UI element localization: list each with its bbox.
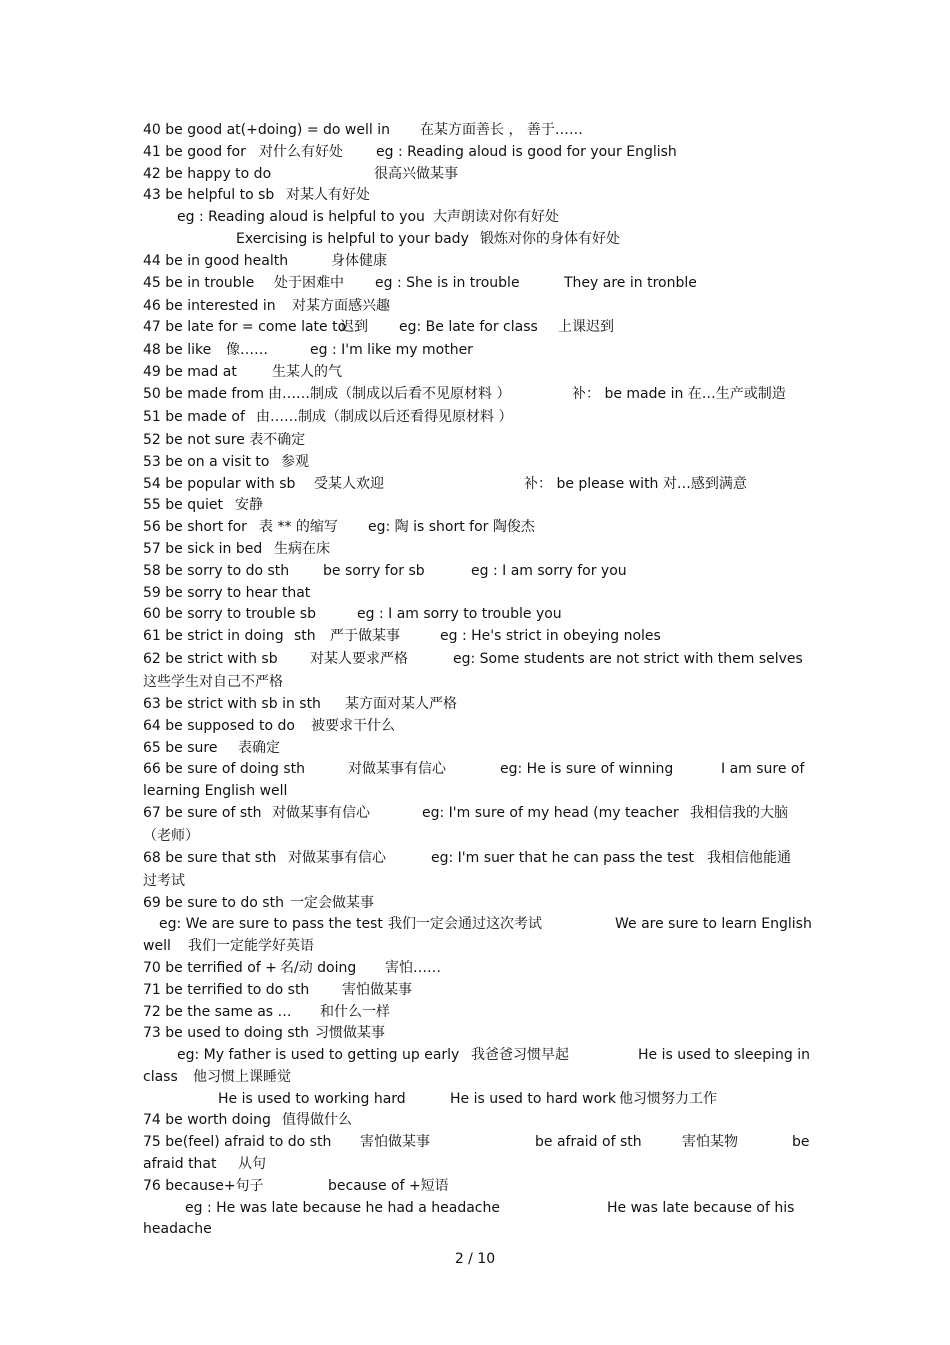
entry-text: 59 be sorry to hear that: [143, 584, 311, 601]
entry-text: 由……制成（制成以后还看得见原材料 ）: [256, 408, 513, 425]
entry-line: [143, 626, 813, 649]
entry-text: 我们一定会通过这次考试: [388, 916, 542, 933]
entry-text: 47 be late for = come late to: [143, 319, 347, 336]
entry-line: [143, 1023, 813, 1045]
entry-text: 对什么有好处: [259, 143, 343, 160]
entry-line: [143, 273, 813, 296]
entry-line: [143, 583, 813, 605]
entry-line: [143, 1045, 813, 1067]
entry-line: [143, 936, 813, 958]
entry-text: 54 be popular with sb: [143, 475, 296, 492]
entry-text: eg : I am sorry for you: [471, 562, 627, 579]
entry-text: eg: Some students are not strict with them selves: [453, 651, 803, 668]
entry-text: eg: My father is used to getting up early: [177, 1047, 460, 1064]
entry-line: [143, 893, 813, 915]
entry-text: 害怕某物: [682, 1134, 738, 1151]
entry-text: 很高兴做某事: [374, 165, 458, 182]
entry-line: [143, 185, 813, 207]
entry-text: 习惯做某事: [315, 1025, 385, 1042]
entry-text: because of +短语: [328, 1177, 449, 1194]
entry-line: [143, 1132, 813, 1154]
entry-text: well: [143, 938, 171, 955]
entry-line: [143, 1067, 813, 1089]
entry-text: 70 be terrified of +: [143, 959, 277, 976]
entry-text: be: [792, 1134, 810, 1151]
entry-text: He was late because of his: [607, 1199, 795, 1216]
entry-line: [143, 803, 813, 826]
entry-line: [143, 672, 813, 694]
entry-line: [143, 340, 813, 362]
entry-text: eg : I'm like my mother: [310, 342, 473, 359]
entry-text: sth: [294, 628, 316, 645]
entry-line: [143, 980, 813, 1002]
entry-text: learning English well: [143, 783, 288, 800]
entry-text: 锻炼对你的身体有好处: [480, 230, 620, 247]
page-number: 2 / 10: [454, 1251, 496, 1267]
entry-text: 57 be sick in bed: [143, 540, 263, 557]
entry-line: [143, 407, 813, 430]
entry-text: 害怕做某事: [342, 981, 412, 998]
entry-text: 46 be interested in: [143, 297, 276, 314]
entry-line: [143, 716, 813, 738]
entry-text: We are sure to learn English: [615, 916, 812, 933]
entry-text: eg : She is in trouble: [375, 274, 520, 291]
entry-text: 处于困难中: [274, 274, 344, 291]
entry-text: eg : Reading aloud is good for your English: [376, 143, 677, 160]
entry-text: I am sure of: [721, 761, 805, 778]
entry-text: headache: [143, 1221, 212, 1238]
entry-line: [143, 142, 813, 164]
entry-line: [143, 826, 813, 848]
entry-line: [143, 604, 813, 626]
entry-text: eg : Reading aloud is helpful to you: [177, 209, 425, 226]
entry-text: 他习惯上课睡觉: [193, 1068, 291, 1085]
entry-text: 69 be sure to do sth: [143, 894, 284, 911]
entry-text: 49 be mad at: [143, 364, 237, 381]
entry-text: 参观: [281, 453, 309, 470]
entry-text: 害怕……: [385, 959, 441, 976]
entry-text: 41 be good for: [143, 143, 246, 160]
entry-text: 安静: [235, 497, 263, 514]
entry-text: 害怕做某事: [360, 1134, 430, 1151]
entry-line: [143, 958, 813, 980]
entry-text: class: [143, 1068, 178, 1085]
entry-text: 我们一定能学好英语: [188, 938, 314, 955]
entry-text: 74 be worth doing: [143, 1112, 271, 1129]
entry-text: 迟到: [340, 319, 368, 336]
entry-text: （老师）: [143, 827, 199, 844]
entry-line: [143, 296, 813, 318]
entry-text: 73 be used to doing sth: [143, 1025, 310, 1042]
entry-text: 对做某事有信心: [272, 804, 370, 821]
entry-text: 60 be sorry to trouble sb: [143, 606, 316, 623]
entry-text: 56 be short for: [143, 519, 247, 536]
entry-text: 对某人要求严格: [310, 651, 408, 668]
entry-text: 40 be good at(+doing) = do well in: [143, 122, 390, 138]
entry-text: 45 be in trouble: [143, 274, 255, 291]
entry-text: 76 because+句子: [143, 1177, 264, 1194]
entry-text: 58 be sorry to do sth: [143, 562, 290, 579]
entry-line: [143, 495, 813, 517]
vocabulary-list: [143, 120, 813, 1241]
entry-text: 对某方面感兴趣: [292, 297, 390, 314]
entry-line: [143, 561, 813, 583]
entry-text: 被要求干什么: [311, 717, 395, 734]
entry-text: 66 be sure of doing sth: [143, 761, 306, 778]
entry-text: 44 be in good health: [143, 252, 289, 269]
entry-text: 72 be the same as …: [143, 1003, 292, 1020]
entry-text: 值得做什么: [282, 1112, 352, 1129]
entry-text: 51 be made of: [143, 408, 245, 425]
entry-text: 表 ** 的缩写: [259, 519, 338, 536]
entry-text: 我爸爸习惯早起: [471, 1047, 569, 1064]
entry-line: [143, 1198, 813, 1220]
entry-text: Exercising is helpful to your bady: [236, 230, 469, 247]
entry-text: 62 be strict with sb: [143, 651, 278, 668]
entry-text: 43 be helpful to sb: [143, 187, 275, 204]
entry-line: [143, 164, 813, 186]
entry-line: [143, 362, 813, 384]
entry-text: 和什么一样: [320, 1003, 390, 1020]
entry-text: 像……: [226, 342, 268, 359]
entry-line: [143, 914, 813, 936]
entry-line: [143, 430, 813, 452]
entry-line: [143, 1219, 813, 1241]
entry-line: [143, 1002, 813, 1024]
entry-text: 某方面对某人严格: [345, 695, 457, 712]
entry-line: [143, 229, 813, 251]
entry-text: 42 be happy to do: [143, 165, 272, 182]
entry-text: 他习惯努力工作: [619, 1090, 717, 1107]
entry-text: afraid that: [143, 1156, 217, 1173]
entry-text: be afraid of sth: [535, 1134, 642, 1151]
entry-text: 过考试: [143, 872, 185, 889]
entry-text: 对做某事有信心: [348, 761, 446, 778]
entry-text: 对某人有好处: [286, 187, 370, 204]
entry-text: He is used to sleeping in: [638, 1047, 811, 1064]
entry-line: [143, 539, 813, 561]
entry-line: [143, 848, 813, 871]
entry-text: 我相信我的大脑: [690, 804, 788, 821]
entry-text: 由……制成（制成以后看不见原材料 ）: [268, 385, 511, 402]
entry-text: eg: 陶 is short for 陶俊杰: [368, 519, 535, 536]
entry-text: 身体健康: [331, 252, 387, 269]
entry-text: 48 be like: [143, 342, 212, 359]
entry-text: 对做某事有信心: [288, 849, 386, 866]
entry-line: [143, 120, 813, 142]
entry-text: 在某方面善长 ， 善于……: [420, 122, 583, 138]
entry-text: They are in tronble: [564, 274, 697, 291]
entry-line: [143, 517, 813, 539]
entry-line: [143, 1110, 813, 1132]
entry-text: 生某人的气: [272, 364, 342, 381]
entry-text: 上课迟到: [558, 319, 614, 336]
entry-line: [143, 251, 813, 273]
entry-text: 71 be terrified to do sth: [143, 981, 310, 998]
entry-text: 一定会做某事: [290, 894, 374, 911]
entry-line: [143, 452, 813, 474]
entry-text: 75 be(feel) afraid to do sth: [143, 1134, 332, 1151]
entry-text: eg: I'm sure of my head (my teacher: [422, 804, 679, 821]
entry-text: 61 be strict in doing: [143, 628, 284, 645]
entry-text: 53 be on a visit to: [143, 453, 270, 470]
entry-text: 67 be sure of sth: [143, 804, 262, 821]
entry-line: [143, 738, 813, 760]
entry-text: 大声朗读对你有好处: [433, 209, 559, 226]
entry-line: [143, 1154, 813, 1176]
entry-text: 65 be sure: [143, 739, 218, 756]
entry-text: 55 be quiet: [143, 497, 223, 514]
entry-text: eg: Be late for class: [399, 319, 538, 336]
entry-text: 68 be sure that sth: [143, 849, 277, 866]
entry-text: He is used to working hard: [218, 1090, 406, 1107]
entry-line: [143, 317, 813, 340]
entry-text: 名/动 doing: [280, 959, 357, 976]
entry-text: eg : He was late because he had a headache: [185, 1199, 500, 1216]
entry-text: 50 be made from: [143, 385, 264, 402]
entry-text: eg : He's strict in obeying noles: [440, 628, 661, 645]
entry-line: [143, 781, 813, 803]
entry-text: eg: We are sure to pass the test: [159, 916, 383, 933]
entry-text: 我相信他能通: [707, 849, 791, 866]
entry-text: He is used to hard work: [450, 1090, 617, 1107]
entry-line: [143, 759, 813, 781]
entry-text: 表确定: [238, 739, 280, 756]
entry-line: [143, 1089, 813, 1111]
entry-text: 严于做某事: [330, 628, 400, 645]
entry-text: 64 be supposed to do: [143, 717, 295, 734]
entry-text: 补： be please with 对…感到满意: [524, 475, 747, 492]
entry-line: [143, 694, 813, 716]
entry-text: eg : I am sorry to trouble you: [357, 606, 562, 623]
entry-line: [143, 474, 813, 496]
entry-line: [143, 649, 813, 672]
entry-line: [143, 1176, 813, 1198]
entry-text: 生病在床: [274, 540, 330, 557]
entry-text: 受某人欢迎: [314, 475, 384, 492]
entry-text: 这些学生对自己不严格: [143, 674, 283, 691]
entry-line: [143, 384, 813, 407]
entry-line: [143, 207, 813, 229]
entry-text: 63 be strict with sb in sth: [143, 695, 321, 712]
entry-text: 从句: [238, 1156, 266, 1173]
entry-text: 补： be made in 在…生产或制造: [572, 385, 786, 402]
entry-text: eg: He is sure of winning: [500, 761, 674, 778]
entry-text: eg: I'm suer that he can pass the test: [431, 849, 694, 866]
entry-text: 52 be not sure 表不确定: [143, 431, 306, 448]
entry-text: be sorry for sb: [323, 562, 425, 579]
entry-line: [143, 871, 813, 893]
